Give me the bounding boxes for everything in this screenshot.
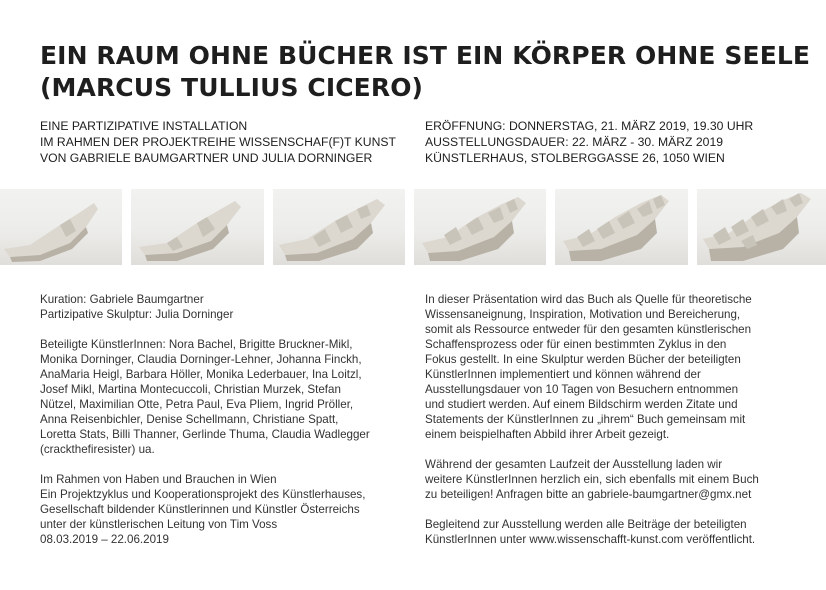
context-dates: 08.03.2019 – 22.06.2019 — [40, 533, 169, 546]
context-line: Im Rahmen von Haben und Brauchen in Wien — [40, 473, 277, 486]
venue-address: KÜNSTLERHAUS, STOLBERGGASSE 26, 1050 WIEN — [425, 151, 725, 165]
description-line: KünstlerInnen implementiert und können während der — [425, 368, 701, 381]
publication-line: KünstlerInnen unter www.wissenschafft-kunst.com veröffentlicht. — [425, 533, 756, 546]
exhibition-duration: AUSSTELLUNGSDAUER: 22. MÄRZ - 30. MÄRZ 2019 — [425, 135, 724, 149]
artists-line: (crackthefiresister) ua. — [40, 443, 155, 456]
poster-title — [40, 40, 810, 104]
description-line: Wissensaneignung, Inspiration, Motivation und Bereicherung, — [425, 308, 741, 321]
sculpture-photo — [131, 189, 264, 265]
description-line: Statements der KünstlerInnen zu „ihrem“ Buch gemeinsam mit — [425, 413, 746, 426]
sculpture-model-icon — [414, 189, 546, 265]
context-line: unter der künstlerischen Leitung von Tim Voss — [40, 518, 278, 531]
invitation-line: weitere KünstlerInnen herzlich ein, sich ebenfalls mit einem Buch — [425, 473, 759, 486]
description-column — [425, 292, 805, 547]
context-line: Ein Projektzyklus und Kooperationsprojekt des Künstlerhauses, — [40, 488, 366, 501]
artists-line: Josef Mikl, Martina Montecuccoli, Christian Murzek, Stefan — [40, 383, 341, 396]
credits-column — [40, 292, 410, 547]
sculpture-photo — [0, 189, 122, 265]
description-line: Schaffensprozess oder für einen bestimmten Zyklus in den — [425, 338, 727, 351]
sculpture-photo — [414, 189, 546, 265]
sculpture-credit: Partizipative Skulptur: Julia Dorninger — [40, 308, 234, 321]
title-line-2: (MARCUS TULLIUS CICERO) — [40, 73, 424, 102]
opening-date: ERÖFFNUNG: DONNERSTAG, 21. MÄRZ 2019, 19.30 UHR — [425, 119, 754, 133]
description-line: somit als Ressource entweder für den gesamten künstlerischen — [425, 323, 752, 336]
invitation-line: zu beteiligen! Anfragen bitte an gabriele-baumgartner@gmx.net — [425, 488, 752, 501]
subtitle-line: VON GABRIELE BAUMGARTNER UND JULIA DORNINGER — [40, 151, 373, 165]
sculpture-photo — [273, 189, 405, 265]
sculpture-model-icon — [131, 189, 264, 265]
description-line: Ausstellungsdauer von 10 Tagen von Besuchern entnommen — [425, 383, 739, 396]
artists-line: Anna Reisenbichler, Denise Schellmann, Christiane Spatt, — [40, 413, 339, 426]
description-line: und studiert werden. Auf einem Bildschirm werden Zitate und — [425, 398, 738, 411]
publication-line: Begleitend zur Ausstellung werden alle Beiträge der beteiligten — [425, 518, 747, 531]
photo-strip — [0, 189, 826, 265]
sculpture-model-icon — [0, 189, 122, 265]
description-line: Fokus gestellt. In eine Skulptur werden Bücher der beteiligten — [425, 353, 741, 366]
description-line: einem beispielhaften Abbild ihrer Arbeit gezeigt. — [425, 428, 670, 441]
description-line: In dieser Präsentation wird das Buch als Quelle für theoretische — [425, 293, 752, 306]
subtitle-left — [40, 118, 396, 166]
sculpture-photo — [697, 189, 826, 265]
event-info — [425, 118, 753, 166]
artists-line: Monika Dorninger, Claudia Dorninger-Lehner, Johanna Finckh, — [40, 353, 362, 366]
artists-line: Nützel, Maximilian Otte, Petra Paul, Eva Pliem, Ingrid Pröller, — [40, 398, 354, 411]
invitation-line: Während der gesamten Laufzeit der Ausstellung laden wir — [425, 458, 723, 471]
artists-line: Beteiligte KünstlerInnen: Nora Bachel, Brigitte Bruckner-Mikl, — [40, 338, 353, 351]
artists-line: Loretta Stats, Billi Thanner, Gerlinde Thuma, Claudia Wadlegger — [40, 428, 370, 441]
subtitle-line: IM RAHMEN DER PROJEKTREIHE WISSENSCHAF(F)T KUNST — [40, 135, 396, 149]
sculpture-model-icon — [697, 189, 826, 265]
subtitle-line: EINE PARTIZIPATIVE INSTALLATION — [40, 119, 248, 133]
context-line: Gesellschaft bildender Künstlerinnen und Künstler Österreichs — [40, 503, 360, 516]
sculpture-model-icon — [555, 189, 688, 265]
artists-line: AnaMaria Heigl, Barbara Höller, Monika Lederbauer, Ina Loitzl, — [40, 368, 362, 381]
title-line-1: EIN RAUM OHNE BÜCHER IST EIN KÖRPER OHNE SEELE — [40, 41, 811, 70]
sculpture-model-icon — [273, 189, 405, 265]
sculpture-photo — [555, 189, 688, 265]
curator-credit: Kuration: Gabriele Baumgartner — [40, 293, 204, 306]
